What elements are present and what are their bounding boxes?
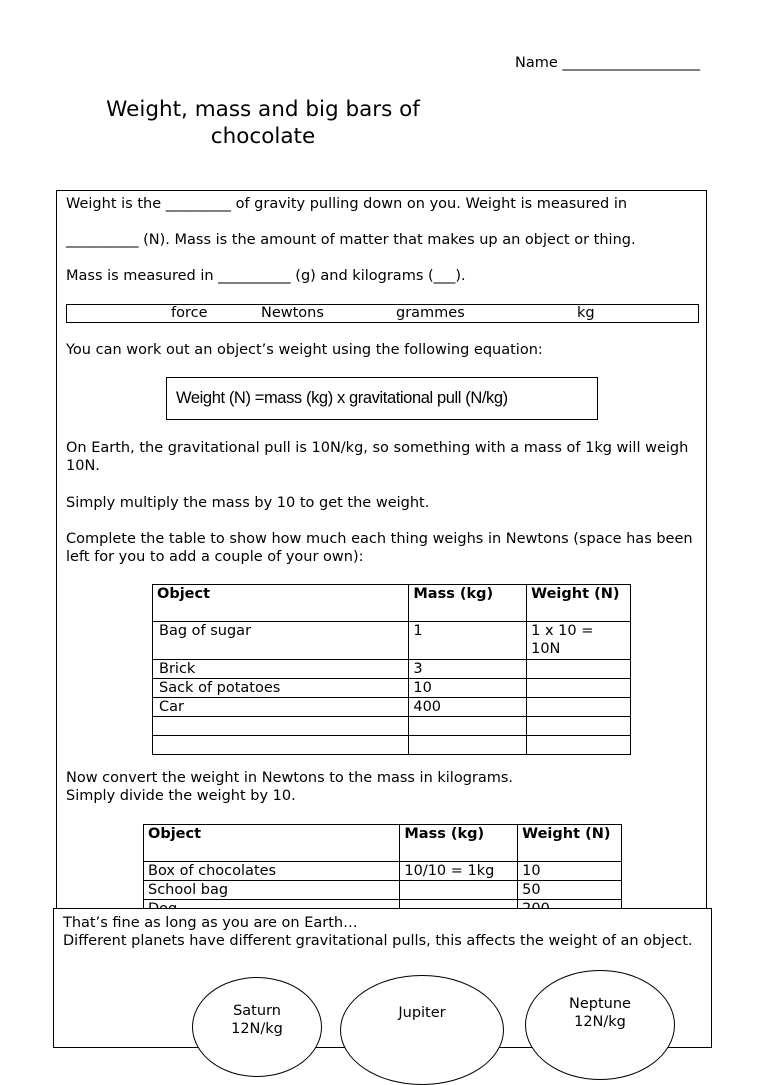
table2-instruction-2: Simply divide the weight by 10. [66, 788, 296, 804]
table-cell[interactable] [409, 717, 527, 736]
planets-intro-line-2: Different planets have different gravitational pulls, this affects the weight of an object. [63, 933, 693, 949]
table-row [153, 717, 631, 736]
table-cell: 50 [518, 881, 622, 900]
table-cell: 3 [409, 660, 527, 679]
table-cell: Sack of potatoes [153, 679, 409, 698]
table-cell: 400 [409, 698, 527, 717]
table-cell: Brick [153, 660, 409, 679]
word-bank-item: kg [577, 305, 595, 321]
table-header-cell: Weight (N) [518, 825, 622, 862]
table-header-row [144, 825, 622, 862]
table-cell[interactable] [400, 881, 518, 900]
planet-name: Neptune [569, 996, 631, 1012]
table-cell[interactable] [153, 736, 409, 755]
planet-saturn [192, 977, 322, 1077]
table-row [153, 698, 631, 717]
table-cell: 10 [409, 679, 527, 698]
planet-jupiter [340, 975, 504, 1085]
table-header-row [153, 585, 631, 622]
table-cell[interactable] [153, 717, 409, 736]
table-header-cell: Weight (N) [527, 585, 631, 622]
weight-table [152, 584, 631, 755]
planets-intro-line-1: That’s fine as long as you are on Earth… [63, 915, 358, 931]
table2-instruction-1: Now convert the weight in Newtons to the mass in kilograms. [66, 770, 514, 786]
planet-name: Jupiter [398, 1005, 446, 1021]
table-cell: Car [153, 698, 409, 717]
table1-instruction: Complete the table to show how much each thing weighs in Newtons (space has been left for you to add a couple of your own): [66, 531, 693, 565]
word-bank-item: grammes [396, 305, 465, 321]
table-row [153, 679, 631, 698]
equation-intro: You can work out an object’s weight using the following equation: [66, 342, 543, 358]
table-cell: 10/10 = 1kg [400, 862, 518, 881]
table-cell: 1 [409, 622, 527, 660]
planets-intro [63, 914, 703, 950]
planet-gravity: 12N/kg [574, 1014, 626, 1030]
table-header-cell: Object [144, 825, 400, 862]
intro-line-3: Mass is measured in __________ (g) and kilograms (___). [66, 268, 466, 284]
equation-box: Weight (N) =mass (kg) x gravitational pull (N/kg) [166, 377, 598, 420]
table-row [153, 736, 631, 755]
table-cell[interactable] [409, 736, 527, 755]
multiply-instruction: Simply multiply the mass by 10 to get the weight. [66, 495, 430, 511]
earth-gravity-text: On Earth, the gravitational pull is 10N/kg, so something with a mass of 1kg will weigh 10N. [66, 440, 689, 474]
intro-line-1: Weight is the _________ of gravity pulling down on you. Weight is measured in [66, 196, 628, 212]
table-cell: 10 [518, 862, 622, 881]
word-bank [66, 304, 699, 323]
table-cell[interactable] [527, 698, 631, 717]
table-row [144, 862, 622, 881]
table-cell: 1 x 10 = 10N [527, 622, 631, 660]
table-header-cell: Mass (kg) [409, 585, 527, 622]
planet-gravity: 12N/kg [231, 1021, 283, 1037]
planet-name: Saturn [233, 1003, 281, 1019]
table-row [144, 881, 622, 900]
table-cell: Box of chocolates [144, 862, 400, 881]
name-field-label: Name ___________________ [515, 55, 701, 71]
table-header-cell: Mass (kg) [400, 825, 518, 862]
worksheet-title: Weight, mass and big bars of chocolate [106, 97, 420, 149]
table-header-cell: Object [153, 585, 409, 622]
intro-line-2: __________ (N). Mass is the amount of matter that makes up an object or thing. [66, 232, 636, 248]
table-cell[interactable] [527, 660, 631, 679]
table-cell[interactable] [527, 736, 631, 755]
word-bank-item: force [171, 305, 208, 321]
planet-neptune [525, 970, 675, 1080]
mass-table [143, 824, 622, 919]
table-cell[interactable] [527, 679, 631, 698]
table-cell: School bag [144, 881, 400, 900]
table-cell[interactable] [527, 717, 631, 736]
table-row [153, 660, 631, 679]
word-bank-item: Newtons [261, 305, 324, 321]
table-row [153, 622, 631, 660]
table-cell: Bag of sugar [153, 622, 409, 660]
